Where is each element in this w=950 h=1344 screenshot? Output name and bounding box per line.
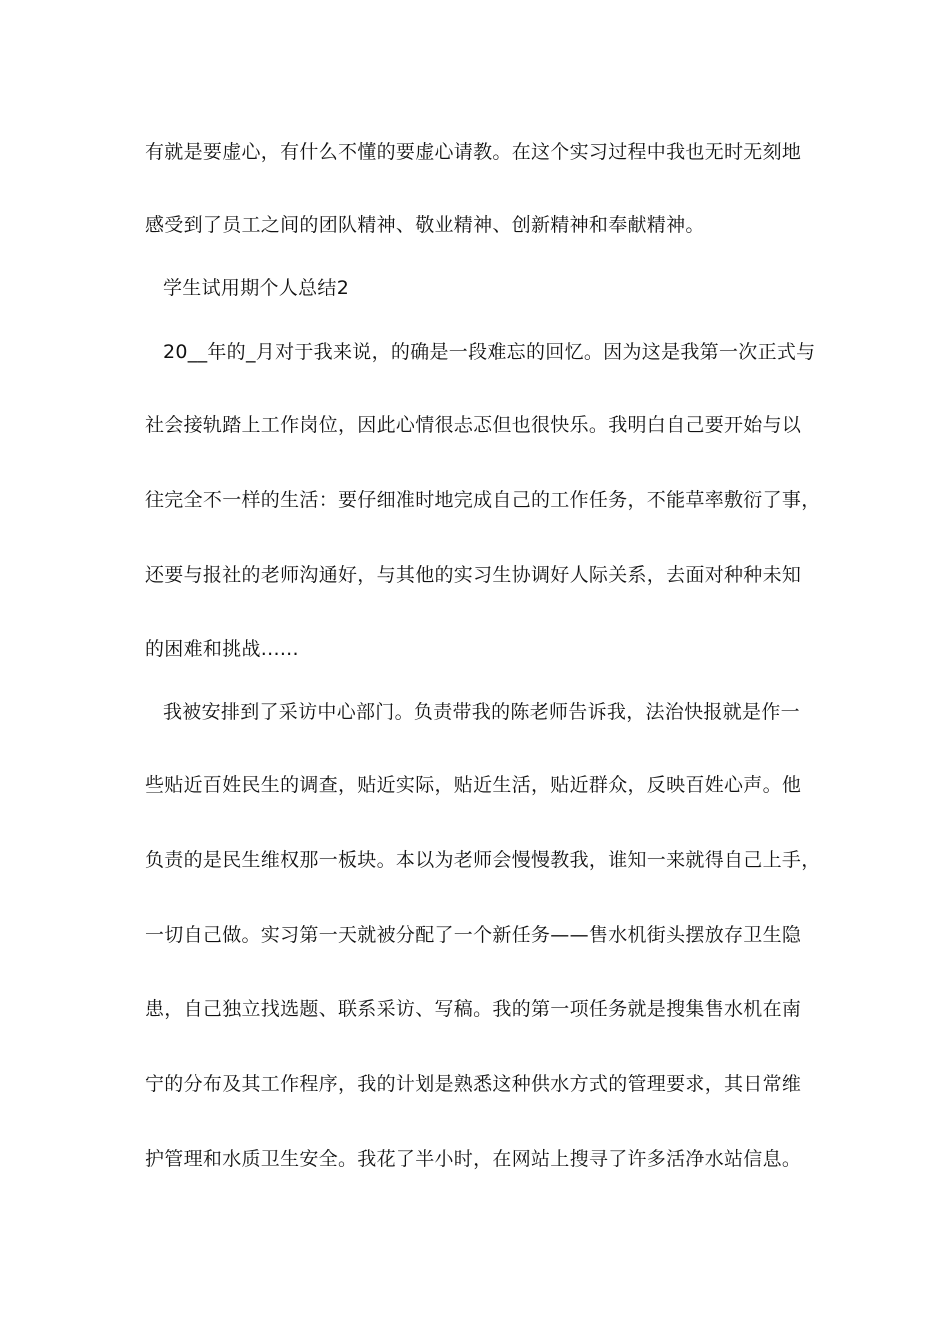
paragraph-line: 往完全不一样的生活：要仔细准时地完成自己的工作任务，不能草率敷衍了事， bbox=[145, 489, 821, 511]
paragraph-line: 些贴近百姓民生的调查，贴近实际，贴近生活，贴近群众，反映百姓心声。他 bbox=[145, 774, 802, 796]
paragraph-line: 我被安排到了采访中心部门。负责带我的陈老师告诉我，法治快报就是作一 bbox=[163, 701, 800, 723]
paragraph-line: 社会接轨踏上工作岗位，因此心情很忐忑但也很快乐。我明白自己要开始与以 bbox=[145, 414, 802, 436]
paragraph-line: 护管理和水质卫生安全。我花了半小时，在网站上搜寻了许多活净水站信息。 bbox=[145, 1148, 802, 1170]
paragraph-line: 的困难和挑战...... bbox=[145, 638, 299, 660]
paragraph-line: 一切自己做。实习第一天就被分配了一个新任务——售水机街头摆放存卫生隐 bbox=[145, 924, 802, 946]
paragraph-line: 有就是要虚心，有什么不懂的要虚心请教。在这个实习过程中我也无时无刻地 bbox=[145, 141, 802, 163]
paragraph-line: 20__年的_月对于我来说，的确是一段难忘的回忆。因为这是我第一次正式与 bbox=[163, 341, 816, 363]
paragraph-line: 还要与报社的老师沟通好，与其他的实习生协调好人际关系，去面对种种未知 bbox=[145, 564, 802, 586]
paragraph-line: 患，自己独立找选题、联系采访、写稿。我的第一项任务就是搜集售水机在南 bbox=[145, 998, 802, 1020]
paragraph-line: 感受到了员工之间的团队精神、敬业精神、创新精神和奉献精神。 bbox=[145, 214, 705, 236]
paragraph-line: 负责的是民生维权那一板块。本以为老师会慢慢教我，谁知一来就得自己上手， bbox=[145, 849, 821, 871]
paragraph-line: 宁的分布及其工作程序，我的计划是熟悉这种供水方式的管理要求，其日常维 bbox=[145, 1073, 802, 1095]
section-heading: 学生试用期个人总结2 bbox=[163, 277, 350, 299]
